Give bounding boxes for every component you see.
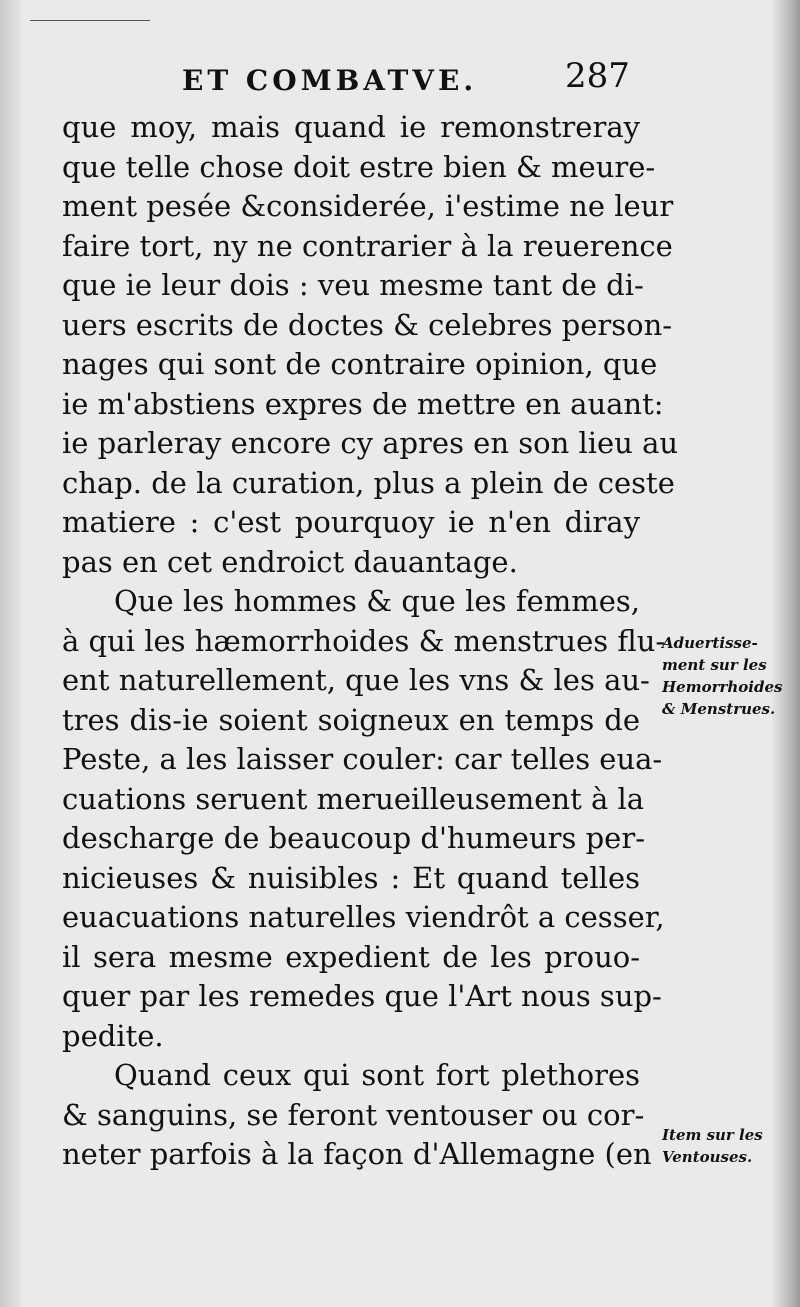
text-line: ment pesée &considerée, i'estime ne leur: [62, 189, 674, 223]
margin-note-ventouses: [662, 1124, 763, 1168]
text-line: ie m'abstiens expres de mettre en auant:: [62, 386, 664, 421]
text-line: cuations seruent merueilleusement à la: [62, 781, 645, 816]
text-line: faire tort, ny ne contrarier à la reuerence: [62, 228, 673, 263]
text-line: il sera mesme expedient de les prouo-: [62, 939, 640, 974]
text-line: pedite.: [62, 1018, 164, 1053]
text-line: euacuations naturelles viendrôt a cesser,: [62, 900, 665, 934]
text-line: uers escrits de doctes & celebres person-: [62, 307, 673, 342]
top-rule-mark: [30, 20, 150, 21]
paragraph-3: [62, 1056, 652, 1175]
text-line: que ie leur dois : veu mesme tant de di-: [62, 268, 644, 302]
margin-note-line: Hemorrhoides: [662, 678, 783, 696]
text-line: pas en cet endroict dauantage.: [62, 544, 518, 579]
text-line: & sanguins, se feront ventouser ou cor-: [62, 1097, 645, 1132]
text-line: à qui les hæmorrhoides & menstrues flu-: [62, 623, 666, 658]
text-line: Peste, a les laisser couler: car telles eua-: [62, 742, 663, 776]
text-line: Quand ceux qui sont fort plethores: [114, 1058, 640, 1092]
margin-note-line: ment sur les: [662, 656, 767, 674]
text-line: Que les hommes & que les femmes,: [114, 584, 640, 618]
text-line: que moy, mais quand ie remonstreray: [62, 110, 640, 144]
page-gutter-shadow: [0, 0, 22, 1307]
text-line: nicieuses & nuisibles : Et quand telles: [62, 860, 640, 895]
body-text: [62, 108, 679, 1175]
margin-note-line: Ventouses.: [662, 1148, 753, 1166]
margin-note-line: & Menstrues.: [662, 700, 776, 718]
text-line: ie parleray encore cy apres en son lieu au: [62, 426, 679, 460]
paragraph-1: [62, 108, 679, 582]
margin-note-line: Item sur les: [662, 1126, 763, 1144]
text-line: matiere : c'est pourquoy ie n'en diray: [62, 505, 640, 539]
text-line: descharge de beaucoup d'humeurs per-: [62, 821, 646, 855]
text-line: ent naturellement, que les vns & les au-: [62, 663, 650, 697]
text-line: quer par les remedes que l'Art nous sup-: [62, 979, 662, 1013]
text-line: que telle chose doit estre bien & meure-: [62, 149, 656, 184]
text-line: chap. de la curation, plus a plein de ceste: [62, 465, 675, 500]
text-line: nages qui sont de contraire opinion, que: [62, 347, 658, 381]
page-number: 287: [565, 56, 630, 96]
paragraph-2: [62, 582, 666, 1056]
margin-note-line: Aduertisse-: [662, 634, 758, 652]
text-line: tres dis-ie soient soigneux en temps de: [62, 702, 640, 737]
running-head: ET COMBATVE.: [182, 64, 478, 97]
text-line: neter parfois à la façon d'Allemagne (en: [62, 1137, 652, 1171]
margin-note-aduertissement: [662, 632, 782, 720]
